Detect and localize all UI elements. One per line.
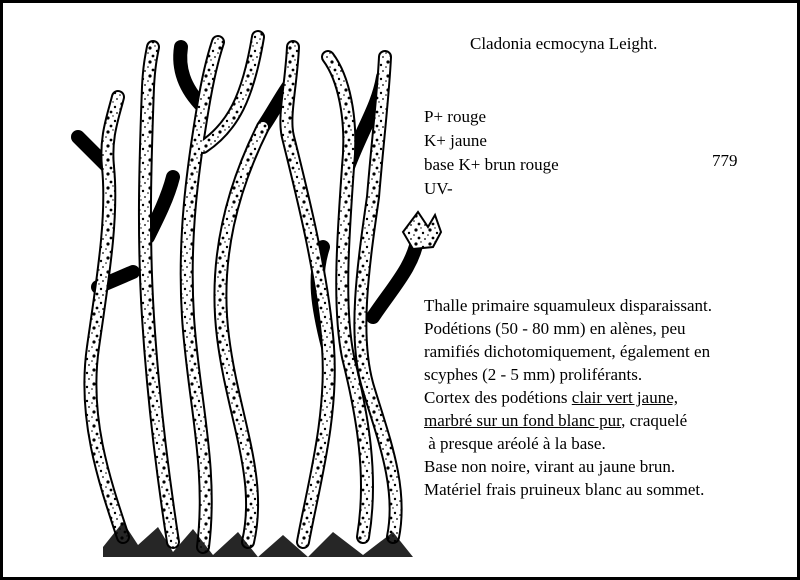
description-text: , craquelé <box>621 411 688 430</box>
underlined-text: marbré sur un fond blanc pur <box>424 411 622 430</box>
description-line: Matériel frais pruineux blanc au sommet. <box>424 480 705 499</box>
species-title: Cladonia ecmocyna Leight. <box>470 34 658 53</box>
description-line: Thalle primaire squamuleux disparaissant. <box>424 296 712 315</box>
description-line: Base non noire, virant au jaune brun. <box>424 457 676 476</box>
reaction-k: K+ jaune <box>424 131 487 150</box>
underlined-text: clair vert jaune, <box>571 388 678 407</box>
description-text: Cortex des podétions <box>424 388 572 407</box>
description-line: ramifiés dichotomiquement, également en <box>424 342 711 361</box>
species-description <box>424 294 712 501</box>
reaction-uv: UV- <box>424 179 453 198</box>
description-line <box>424 409 712 432</box>
description-line: Podétions (50 - 80 mm) en alènes, peu <box>424 319 686 338</box>
description-line <box>424 386 712 409</box>
plate-number: 779 <box>712 151 738 170</box>
chemical-reactions <box>424 105 559 201</box>
reaction-base-k: base K+ brun rouge <box>424 155 559 174</box>
description-line: à presque aréolé à la base. <box>424 434 606 453</box>
lichen-illustration <box>63 17 463 572</box>
description-line: scyphes (2 - 5 mm) proliférants. <box>424 365 643 384</box>
reaction-p: P+ rouge <box>424 107 486 126</box>
